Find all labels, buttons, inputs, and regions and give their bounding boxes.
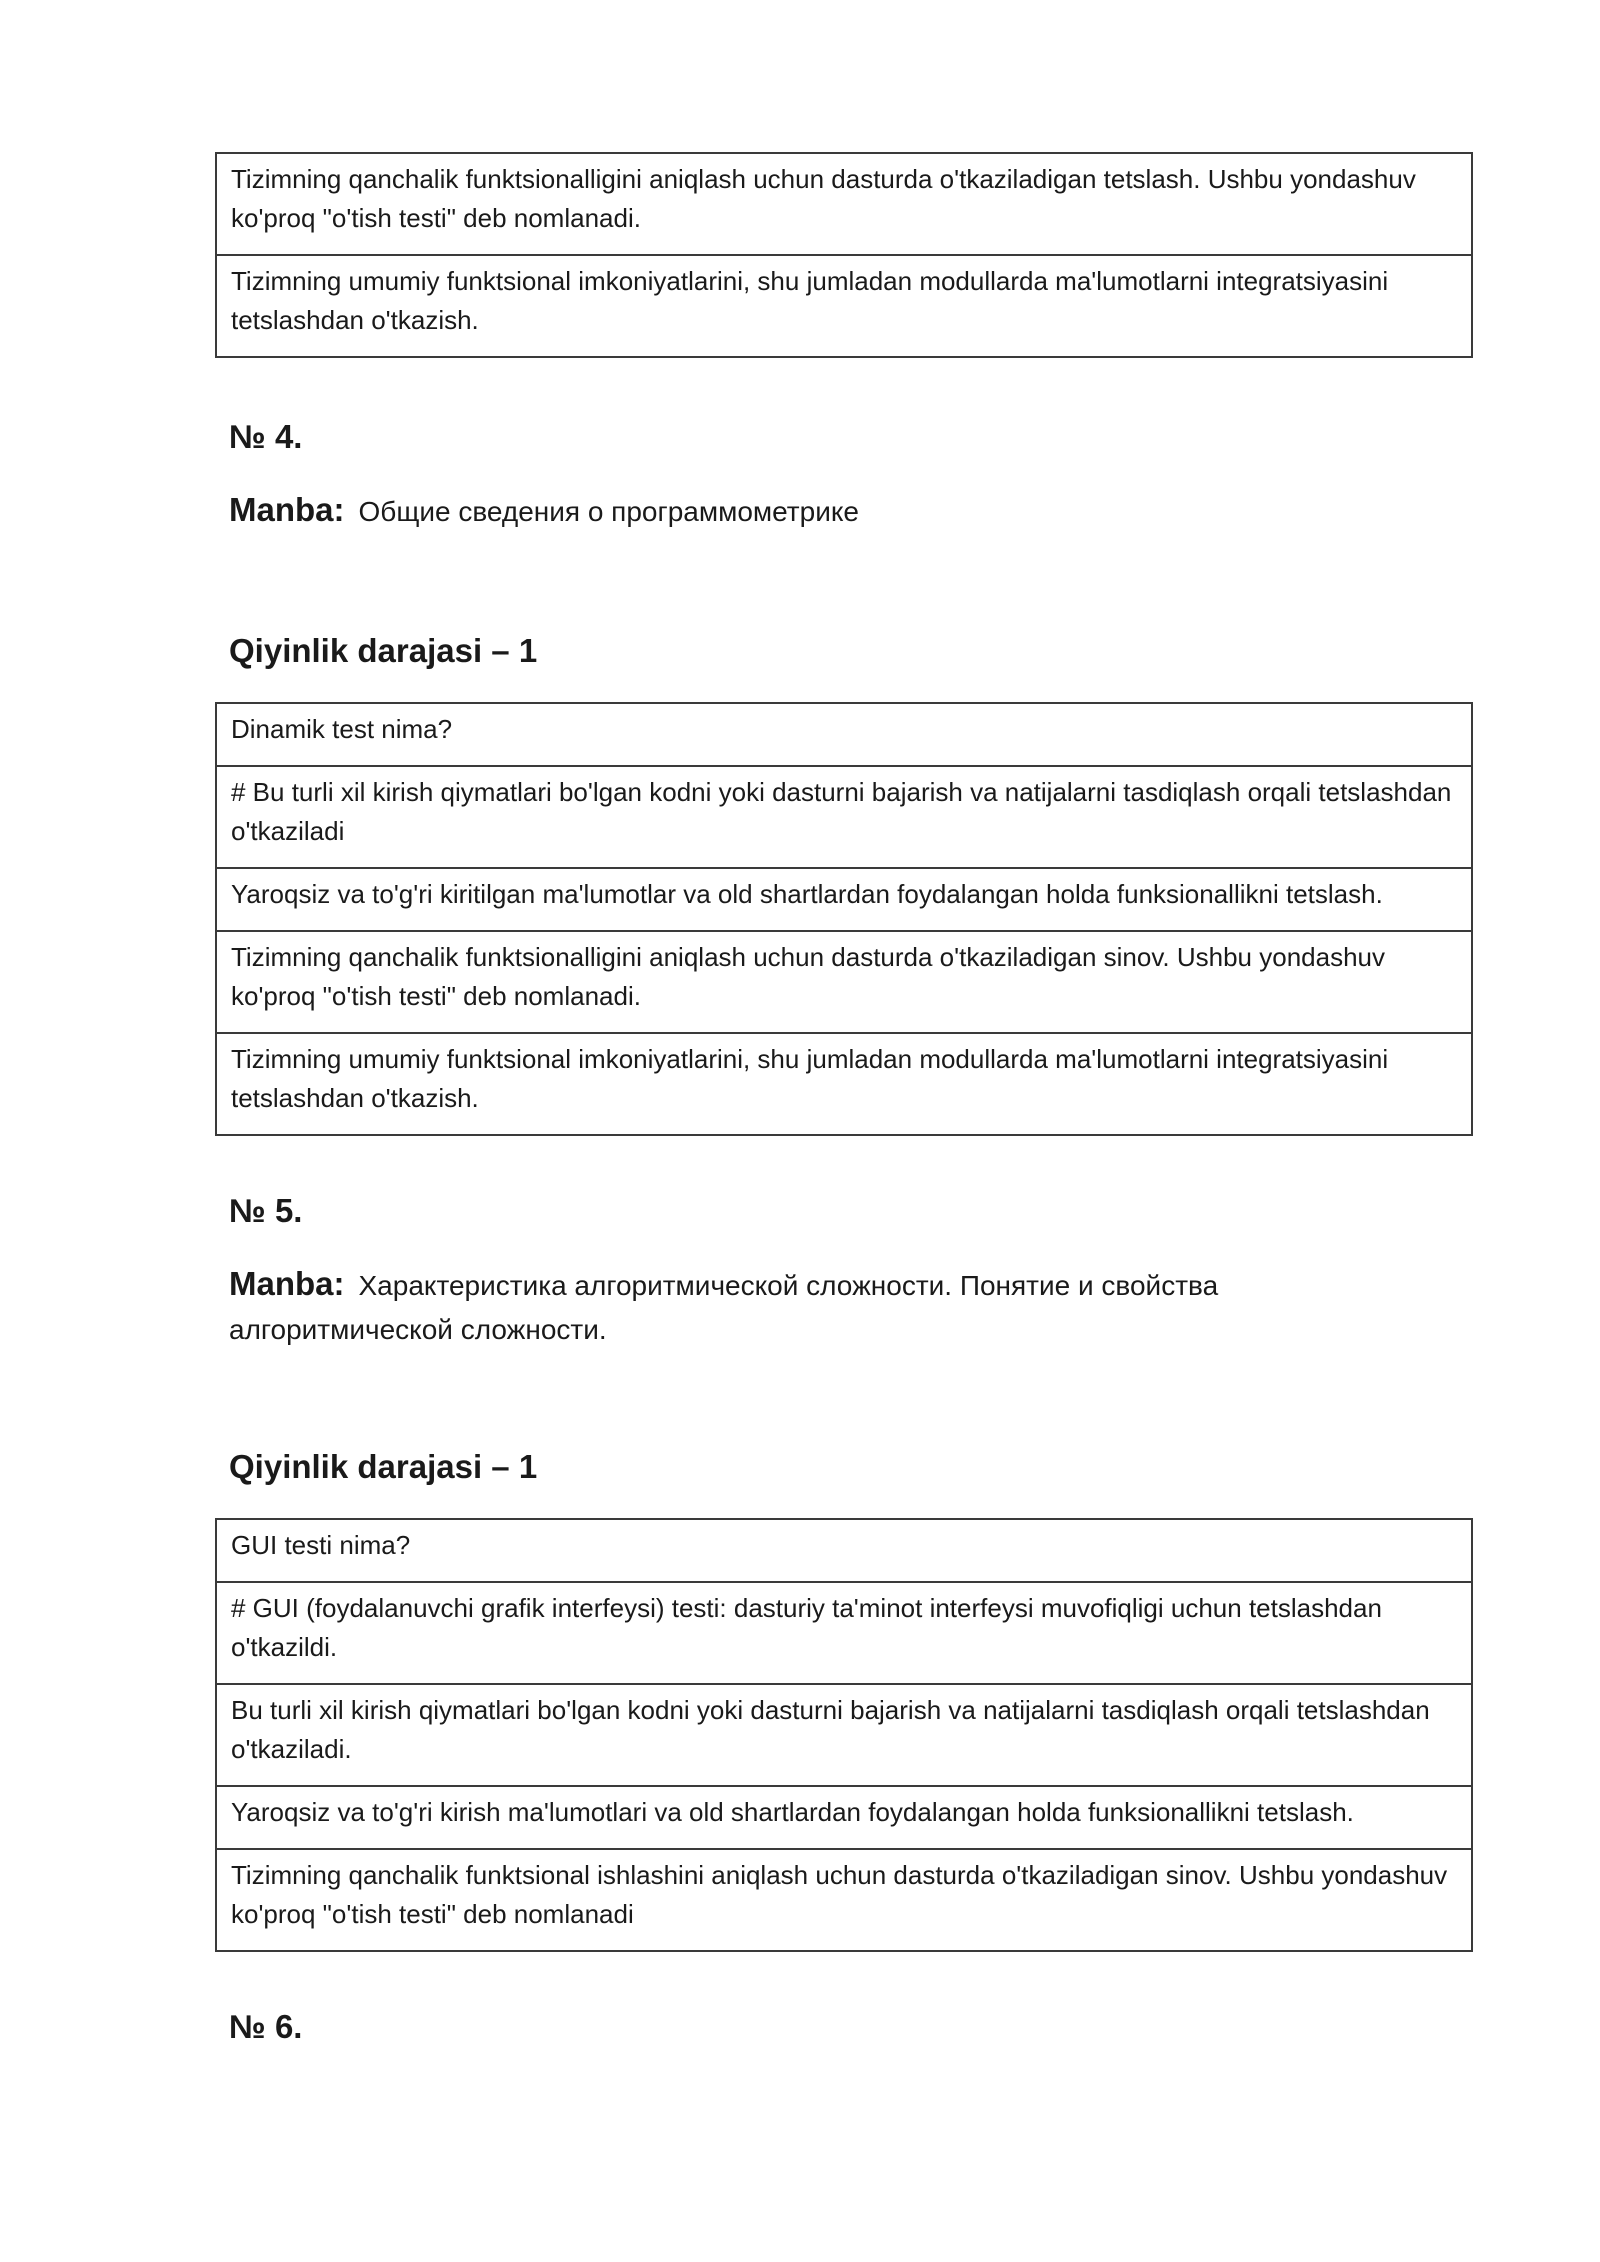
table-row xyxy=(216,1033,1472,1135)
table-row xyxy=(216,153,1472,255)
answer-option: Yaroqsiz va to'g'ri kirish ma'lumotlari va old shartlardan foydalangan holda funksionallikni tetslash. xyxy=(216,1786,1472,1849)
source-text: Характеристика алгоритмической сложности. Понятие и свойства алгоритмической сложности. xyxy=(229,1270,1219,1345)
answer-option: Tizimning qanchalik funktsional ishlashini aniqlash uchun dasturda o'tkaziladigan sinov. Ushbu yondashuv ko'proq "o'tish testi" deb nomlanadi xyxy=(216,1849,1472,1951)
source-line-4 xyxy=(229,488,1409,534)
question-table-4 xyxy=(215,702,1473,1136)
question-number-5: № 5. xyxy=(229,1192,303,1229)
answer-option: Yaroqsiz va to'g'ri kiritilgan ma'lumotlar va old shartlardan foydalangan holda funksionallikni tetslash. xyxy=(216,868,1472,931)
question-number-4: № 4. xyxy=(229,418,303,455)
difficulty-level-4: Qiyinlik darajasi – 1 xyxy=(229,632,538,669)
question-table-3-tail xyxy=(215,152,1473,358)
table-row xyxy=(216,868,1472,931)
answer-option: Tizimning umumiy funktsional imkoniyatlarini, shu jumladan modullarda ma'lumotlarni integratsiyasini tetslashdan o'tkazish. xyxy=(216,255,1472,357)
answer-option: # GUI (foydalanuvchi grafik interfeysi) testi: dasturiy ta'minot interfeysi muvofiqligi uchun tetslashdan o'tkazildi. xyxy=(216,1582,1472,1684)
answer-option: Tizimning qanchalik funktsionalligini aniqlash uchun dasturda o'tkaziladigan tetslash. Ushbu yondashuv ko'proq "o'tish testi" deb nomlanadi. xyxy=(216,153,1472,255)
answer-option: Tizimning qanchalik funktsionalligini aniqlash uchun dasturda o'tkaziladigan sinov. Ushbu yondashuv ko'proq "o'tish testi" deb nomlanadi. xyxy=(216,931,1472,1033)
table-row xyxy=(216,1519,1472,1582)
table-row xyxy=(216,255,1472,357)
question-text: Dinamik test nima? xyxy=(216,703,1472,766)
source-line-5 xyxy=(229,1262,1409,1352)
source-label: Manba: xyxy=(229,1265,345,1302)
table-row xyxy=(216,1849,1472,1951)
answer-option: Bu turli xil kirish qiymatlari bo'lgan kodni yoki dasturni bajarish va natijalarni tasdiqlash orqali tetslashdan o'tkaziladi. xyxy=(216,1684,1472,1786)
answer-option: Tizimning umumiy funktsional imkoniyatlarini, shu jumladan modullarda ma'lumotlarni integratsiyasini tetslashdan o'tkazish. xyxy=(216,1033,1472,1135)
question-number-6: № 6. xyxy=(229,2008,303,2045)
source-label: Manba: xyxy=(229,491,345,528)
answer-option: # Bu turli xil kirish qiymatlari bo'lgan kodni yoki dasturni bajarish va natijalarni tasdiqlash orqali tetslashdan o'tkaziladi xyxy=(216,766,1472,868)
table-row xyxy=(216,766,1472,868)
table-row xyxy=(216,1684,1472,1786)
difficulty-level-5: Qiyinlik darajasi – 1 xyxy=(229,1448,538,1485)
table-row xyxy=(216,703,1472,766)
question-table-5 xyxy=(215,1518,1473,1952)
source-text: Общие сведения о программометрике xyxy=(358,496,859,527)
question-text: GUI testi nima? xyxy=(216,1519,1472,1582)
table-row xyxy=(216,1786,1472,1849)
table-row xyxy=(216,1582,1472,1684)
table-row xyxy=(216,931,1472,1033)
